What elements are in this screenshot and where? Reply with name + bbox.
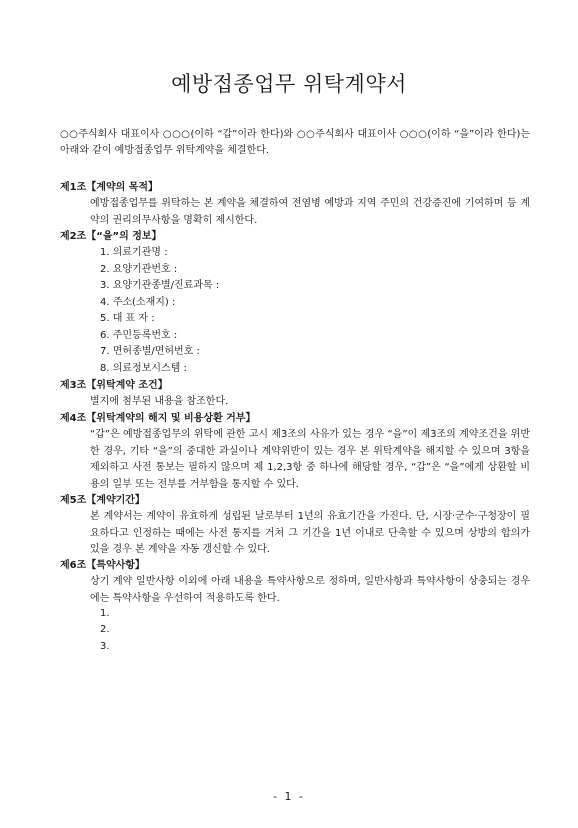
list-item: 2. 요양기관번호 : xyxy=(100,264,178,275)
article-heading: 제1조【계약의 목적】 xyxy=(60,182,159,193)
list-item: 6. 주민등록번호 : xyxy=(100,330,178,341)
article-1-heading xyxy=(60,180,158,196)
list-item: 5. 대 표 자 : xyxy=(100,313,155,324)
article-heading: 제5조【계약기간】 xyxy=(60,495,145,506)
list-item: 4. 주소(소재지) : xyxy=(100,297,176,308)
article-3-body: 별지에 첨부된 내용을 참조한다. xyxy=(90,396,229,407)
article-4-heading xyxy=(60,411,255,427)
list-item: 2. xyxy=(100,624,110,635)
article-6-heading xyxy=(60,558,145,574)
article-heading: 제3조【위탁계약 조건】 xyxy=(60,380,168,391)
list-item: 8. 의료정보시스템 : xyxy=(100,363,187,374)
article-heading: 제2조【“을”의 정보】 xyxy=(60,231,162,242)
list-item: 3. xyxy=(100,641,110,652)
article-3-heading xyxy=(60,378,168,394)
list-item: 1. 의료기관명 : xyxy=(100,247,168,258)
article-2-heading xyxy=(60,229,162,245)
article-4-body: “갑”은 예방접종업무의 위탁에 관한 고시 제3조의 사유가 있는 경우 “을”이 제3조의 계약조건을 위반한 경우, 기타 “을”의 중대한 과실이나 계약위반이 있는 경우 본 위탁계약을 해지할 수 있으며 3항을 제외하고 사전 통보는 필하지 않으며 제 1,2,3항 중 하나에 해당할 경우, “갑”은 “을”에게 상환할 비용의 일부 또는 전부를 거부함을 통지할 수 있다. xyxy=(90,429,530,490)
list-item: 1. xyxy=(100,608,110,619)
article-5-body: 본 계약서는 계약이 유효하게 성립된 날로부터 1년의 유효기간을 가진다. 단, 시장·군수·구청장이 필요하다고 인정하는 때에는 사전 통지를 거쳐 그 기간을 1년 이내로 단축할 수 있으며 상방의 합의가 있을 경우 본 계약을 자동 갱신할 수 있다. xyxy=(90,511,530,555)
article-5-heading xyxy=(60,493,145,509)
intro-paragraph: ○○주식회사 대표이사 ○○○(이하 “갑”이라 한다)와 ○○주식회사 대표이사 ○○○(이하 “을”이라 한다)는 아래와 같이 예방접종업무 위탁계약을 체결한다. xyxy=(60,129,530,156)
list-item: 7. 면허종별/면허번호 : xyxy=(100,346,200,357)
document-title: 예방접종업무 위탁계약서 xyxy=(171,72,407,96)
list-item: 3. 요양기관종별/진료과목 : xyxy=(100,280,220,291)
page-number: - 1 - xyxy=(273,790,305,803)
article-6-body: 상기 계약 일반사항 이외에 아래 내용을 특약사항으로 정하며, 일반사항과 특약사항이 상충되는 경우에는 특약사항을 우선하여 적용하도록 한다. xyxy=(90,576,530,604)
article-heading: 제4조【위탁계약의 해지 및 비용상환 거부】 xyxy=(60,413,256,424)
article-1-body: 예방접종업무를 위탁하는 본 계약을 체결하여 전염병 예방과 지역 주민의 건강증진에 기여하며 등 계약의 권리의무사항을 명확히 제시한다. xyxy=(90,198,530,226)
article-heading: 제6조【특약사항】 xyxy=(60,560,145,571)
